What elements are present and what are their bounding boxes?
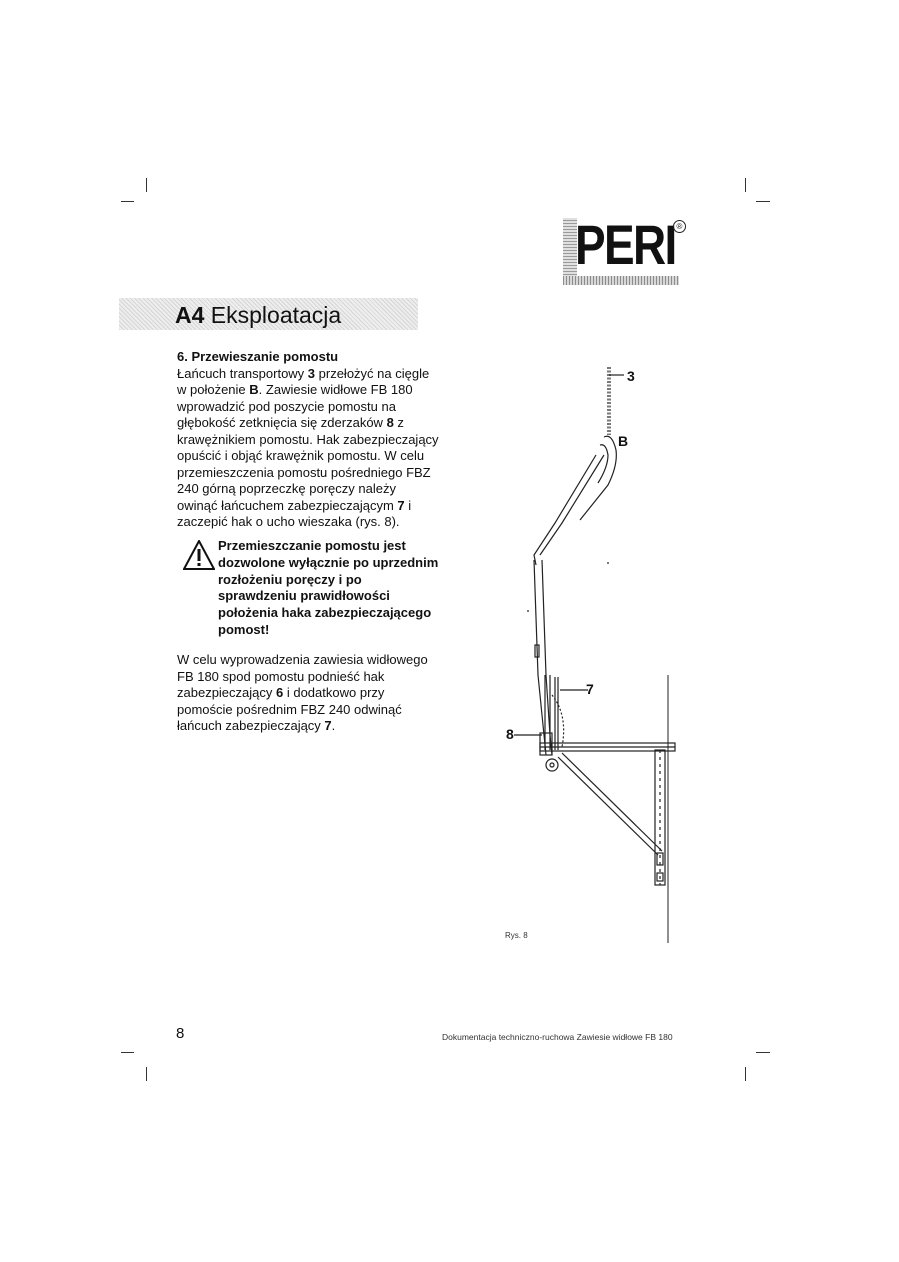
- crop-mark: [745, 1067, 746, 1081]
- footer-document-title: Dokumentacja techniczno-ruchowa Zawiesie widłowe FB 180: [442, 1032, 673, 1042]
- warning-triangle-icon: [183, 540, 215, 570]
- technical-drawing: [500, 355, 690, 945]
- callout-3: 3: [627, 368, 635, 384]
- logo-text: PERI: [575, 213, 676, 276]
- callout-b: B: [618, 433, 629, 449]
- figure-caption: Rys. 8: [505, 931, 528, 940]
- section-code: A4: [175, 302, 205, 328]
- section-title: Eksploatacja: [210, 302, 342, 328]
- subsection-heading: 6. Przewieszanie pomostu: [177, 349, 339, 364]
- crop-mark: [146, 178, 147, 192]
- instruction-paragraph: W celu wyprowadzenia zawiesia widłowego FB 180 spod pomostu podnieść hak zabezpieczający 6 i dodatkowo przy pomoście pośrednim FBZ 240 odwinąć łańcuch zabezpieczający 7.: [177, 652, 428, 733]
- peri-logo: [563, 213, 683, 286]
- logo-underline: [563, 276, 679, 285]
- page-number: 8: [176, 1025, 185, 1042]
- subsection-body: Łańcuch transportowy 3 przełożyć na cięgle w położenie B. Zawiesie widłowe FB 180 wprowadzić pod poszycie pomostu na głębokość zetknięcia się zderzaków 8 z krawężnikiem pomostu. Hak zabezpieczający opuścić i objąć krawężnik pomostu. W celu przemieszczenia pomostu pośredniego FBZ 240 górną poprzeczkę poręczy należy owinąć łańcuchem zabezpieczającym 7 i zaczepić hak o ucho wieszaka (rys. 8).: [177, 365, 439, 529]
- fork-hanger-illustration: [500, 355, 690, 945]
- text-column: [177, 349, 439, 531]
- callout-8: 8: [506, 726, 514, 742]
- warning-text: Przemieszczanie pomostu jest dozwolone wyłącznie po uprzednim rozłożeniu poręczy i po sprawdzeniu prawidłowości położenia haka zabezpieczającego pomost!: [218, 538, 439, 637]
- crop-mark: [745, 178, 746, 192]
- crop-mark: [121, 201, 134, 202]
- callout-7: 7: [586, 681, 594, 697]
- crop-mark: [121, 1052, 134, 1053]
- section-header: [175, 302, 341, 329]
- crop-mark: [756, 1052, 770, 1053]
- crop-mark: [146, 1067, 147, 1081]
- crop-mark: [756, 201, 770, 202]
- registered-mark: ®: [673, 220, 686, 233]
